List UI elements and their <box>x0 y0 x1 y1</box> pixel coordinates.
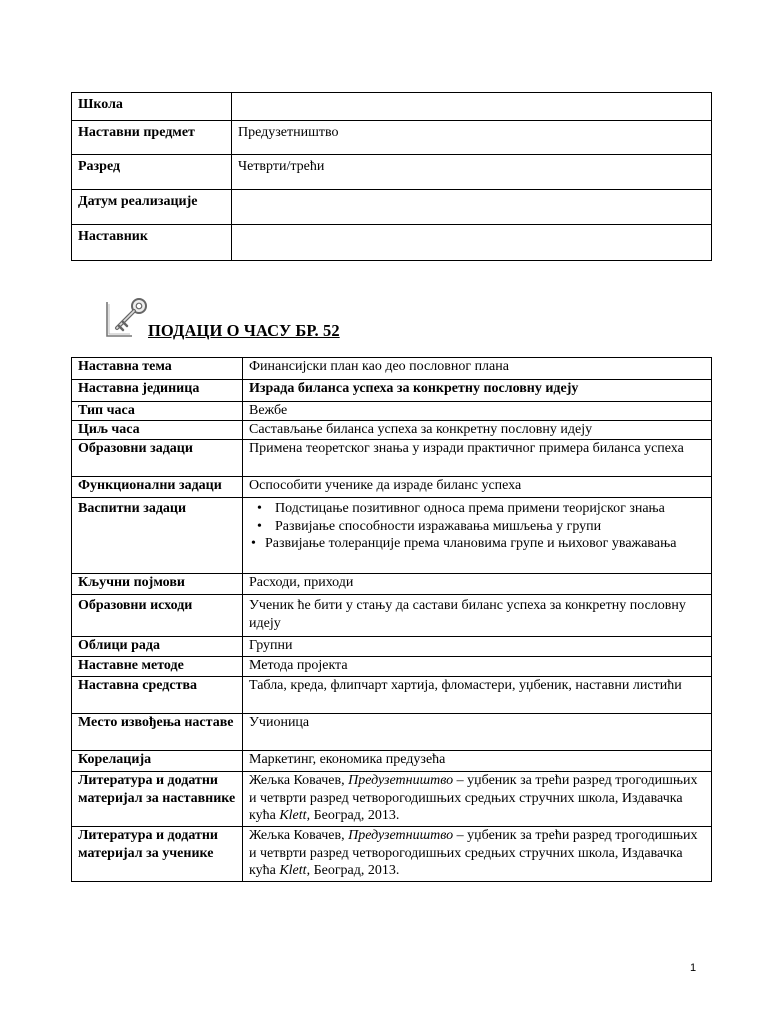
page-number: 1 <box>690 962 697 974</box>
lit-publisher: Klett <box>279 808 307 823</box>
lit-author: Жељка Ковачев, <box>249 828 349 843</box>
table-row <box>72 93 712 121</box>
table-row <box>72 225 712 261</box>
row-label: Облици рада <box>72 637 243 657</box>
row-label: Кључни појмови <box>72 574 243 595</box>
row-label: Школа <box>72 93 232 121</box>
row-value <box>243 772 712 827</box>
row-value: Учионица <box>243 714 712 751</box>
list-item: • Развијање толеранције према члановима групе и њиховог уважавања <box>249 535 705 553</box>
row-value <box>232 225 712 261</box>
row-label: Место извођења наставе <box>72 714 243 751</box>
table-row <box>72 677 712 714</box>
table-row <box>72 574 712 595</box>
table-row <box>72 380 712 402</box>
table-row <box>72 751 712 772</box>
row-label: Наставна тема <box>72 358 243 380</box>
row-value: Метода пројекта <box>243 657 712 677</box>
section-title: ПОДАЦИ О ЧАСУ БР. 52 <box>148 321 340 340</box>
list-item: • Подстицање позитивног односа према примени теоријског знања <box>249 500 705 518</box>
row-label: Разред <box>72 155 232 190</box>
row-label: Корелација <box>72 751 243 772</box>
row-label: Функционални задаци <box>72 477 243 498</box>
table-row <box>72 421 712 440</box>
lit-desc: – уџбеник за трећи разред трогодишњих и четврти разред четворогодишњих средњих стручних школа, Издавачка кућа <box>249 773 698 823</box>
list-item: • Развијање способности изражавања мишљења у групи <box>249 518 705 536</box>
row-label: Тип часа <box>72 402 243 421</box>
row-value: Вежбе <box>243 402 712 421</box>
row-value: Ученик ће бити у стању да састави биланс успеха за конкретну пословну идеју <box>243 595 712 637</box>
row-value: Расходи, приходи <box>243 574 712 595</box>
lit-book: Предузетништво <box>348 828 454 843</box>
lit-desc: – уџбеник за трећи разред трогодишњих и четврти разред четворогодишњих средњих стручних школа, Издавачка кућа <box>249 828 698 878</box>
table-row <box>72 190 712 225</box>
row-value: Групни <box>243 637 712 657</box>
row-label: Наставник <box>72 225 232 261</box>
row-label: Датум реализације <box>72 190 232 225</box>
row-label: Васпитни задаци <box>72 498 243 574</box>
table-row <box>72 402 712 421</box>
row-label: Литература и додатни материјал за наставнике <box>72 772 243 827</box>
row-value <box>232 190 712 225</box>
row-value: Израда биланса успеха за конкретну пословну идеју <box>243 380 712 402</box>
row-label: Наставна јединица <box>72 380 243 402</box>
row-label: Литература и додатни материјал за ученике <box>72 827 243 882</box>
row-value: Четврти/трећи <box>232 155 712 190</box>
row-value: Финансијски план као део пословног плана <box>243 358 712 380</box>
row-value: Састављање биланса успеха за конкретну пословну идеју <box>243 421 712 440</box>
table-row <box>72 477 712 498</box>
table-row <box>72 714 712 751</box>
table-row <box>72 772 712 827</box>
lit-tail: , Београд, 2013. <box>306 808 400 823</box>
row-label: Наставни предмет <box>72 121 232 155</box>
upbringing-list <box>249 500 705 553</box>
row-label: Циљ часа <box>72 421 243 440</box>
lesson-table <box>71 357 712 882</box>
key-icon <box>104 296 150 342</box>
row-label: Наставна средства <box>72 677 243 714</box>
row-value: Предузетништво <box>232 121 712 155</box>
table-row <box>72 121 712 155</box>
row-value: Табла, креда, флипчарт хартија, фломастери, уџбеник, наставни листићи <box>243 677 712 714</box>
section-header <box>104 296 504 344</box>
lit-tail: , Београд, 2013. <box>306 863 400 878</box>
table-row <box>72 595 712 637</box>
lit-author: Жељка Ковачев, <box>249 773 349 788</box>
row-value: Примена теоретског знања у изради практичног примера биланса успеха <box>243 440 712 477</box>
row-label: Наставне методе <box>72 657 243 677</box>
table-row <box>72 358 712 380</box>
lit-book: Предузетништво <box>348 773 454 788</box>
row-label: Образовни исходи <box>72 595 243 637</box>
table-row <box>72 827 712 882</box>
table-row <box>72 155 712 190</box>
row-value: Оспособити ученике да израде биланс успеха <box>243 477 712 498</box>
table-row <box>72 637 712 657</box>
table-row <box>72 498 712 574</box>
school-info-table <box>71 92 712 261</box>
row-value: Маркетинг, економика предузећа <box>243 751 712 772</box>
lit-publisher: Klett <box>279 863 307 878</box>
row-value <box>243 498 712 574</box>
row-value <box>232 93 712 121</box>
row-value <box>243 827 712 882</box>
table-row <box>72 440 712 477</box>
table-row <box>72 657 712 677</box>
row-label: Образовни задаци <box>72 440 243 477</box>
